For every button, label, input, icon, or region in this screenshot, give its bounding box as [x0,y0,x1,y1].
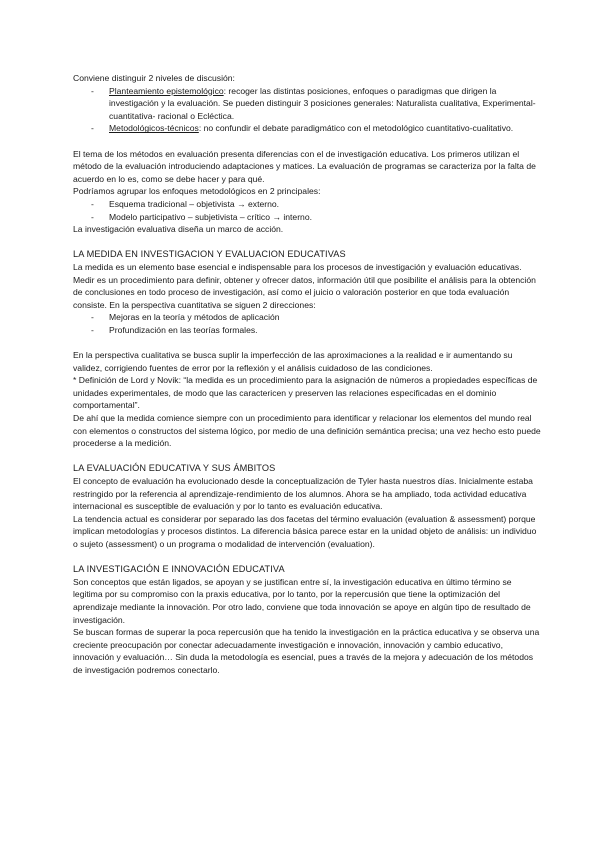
evaluacion-paragraph-1: El concepto de evaluación ha evolucionado desde la conceptualización de Tyler hasta nuestros días. Inicialmente estaba restringido por la referencia al aprendizaje-rendimiento de los alumnos. Ahora se ha ampliado, toda actividad educativa internacional es susceptible de evaluación y por lo tanto es evaluación educativa. [73,476,533,512]
methods-paragraph-1: El tema de los métodos en evaluación presenta diferencias con el de investigación educativa. Los primeros utilizan el método de la evaluación introduciendo adaptaciones y matices. La evaluación de programas se caracteriza por la falta de acuerdo en lo es, como se debe hacer y para qué. [73,148,536,184]
term-metodologicos: Metodológicos-técnicos [109,123,199,134]
section-heading-medida: LA MEDIDA EN INVESTIGACION Y EVALUACION EDUCATIVAS [73,249,346,260]
section-heading-evaluacion: LA EVALUACIÓN EDUCATIVA Y SUS ÁMBITOS [73,463,276,474]
term-description: : no confundir el debate paradigmático con el metodológico cuantitativo-cualitativo. [198,123,514,134]
medida-list [73,311,543,336]
list-item [73,122,543,135]
methods-list [73,198,543,223]
intro-list [73,85,543,135]
term-epistemologico: Planteamiento epistemológico [109,85,224,96]
intro-lead: Conviene distinguir 2 niveles de discusión: [73,73,235,83]
spacer [73,336,543,349]
document-body [73,72,543,677]
list-item: - Mejoras en la teoría y métodos de aplicación [73,311,543,324]
medida-paragraph-2: Medir es un procedimiento para definir, obtener y ofrecer datos, información útil que posibilite el análisis para la obtención de conclusiones en todo proceso de investigación, así como el juicio o valoración posterior en que toda evaluación consiste. En la perspectiva cuantitativa se siguen 2 direcciones: [73,274,536,310]
medida-paragraph-4: * Definición de Lord y Novik: “la medida es un procedimiento para la asignación de números a propiedades específicas de unidades experimentales, de modo que las caractericen y preserven las relaciones especificadas en el dominio comportamental”. [73,375,538,411]
spacer [73,135,543,148]
term-description: : recoger las distintas posiciones, enfoques o paradigmas que dirigen la investigación y la evaluación. Se pueden distinguir 3 posiciones generales: Naturalista cualitativa, Experimental- cuantitativa- racional o Ecléctica. [109,85,536,121]
investigacion-paragraph-2: Se buscan formas de superar la poca repercusión que ha tenido la investigación en la práctica educativa y se observa una creciente preocupación por conectar adecuadamente investigación e innovación, innovación y cambio educativo, innovación y evaluación… Sin duda la metodología es esencial, pues a través de la mejora y adecuación de los métodos de investigación podremos conectarlo. [73,627,540,675]
investigacion-paragraph-1: Son conceptos que están ligados, se apoyan y se justifican entre sí, la investigación educativa en último término se legitima por su compromiso con la praxis educativa, por lo tanto, por la repercusión que tiene la optimización del aprendizaje mediante la innovación. Por otro lado, conviene que toda innovación se apoye en algún tipo de resultado de investigación. [73,576,531,625]
medida-paragraph-3: En la perspectiva cualitativa se busca suplir la imperfección de las aproximaciones a la realidad e ir aumentando su validez, corrigiendo fuentes de error por la reflexión y el análisis cuidadoso de las condiciones. [73,350,513,373]
medida-paragraph-1: La medida es un elemento base esencial e indispensable para los procesos de investigación y evaluación educativas. [73,261,522,272]
list-item: - Profundización en las teorías formales. [73,324,543,337]
list-item: - Esquema tradicional – objetivista → externo. [73,198,543,211]
methods-paragraph-2: Podríamos agrupar los enfoques metodológicos en 2 principales: [73,186,321,197]
list-item: - Modelo participativo – subjetivista – crítico → interno. [73,211,543,224]
medida-paragraph-5: De ahí que la medida comience siempre con un procedimiento para identificar y relacionar los elementos del mundo real con elementos o constructos del sistema lógico, por medio de una definición semántica precisa; una vez hecho esto puede procederse a la medición. [73,413,541,449]
methods-paragraph-3: La investigación evaluativa diseña un marco de acción. [73,224,284,235]
evaluacion-paragraph-2: La tendencia actual es considerar por separado las dos facetas del término evaluación (evaluation & assessment) porque implican metodologías y procesos distintos. La diferencia básica parece estar en la unidad objeto de análisis: un individuo o sujeto (assessment) o un programa o modalidad de intervención (evaluation). [73,513,537,549]
section-heading-investigacion: LA INVESTIGACIÓN E INNOVACIÓN EDUCATIVA [73,564,285,575]
list-item [73,85,543,123]
